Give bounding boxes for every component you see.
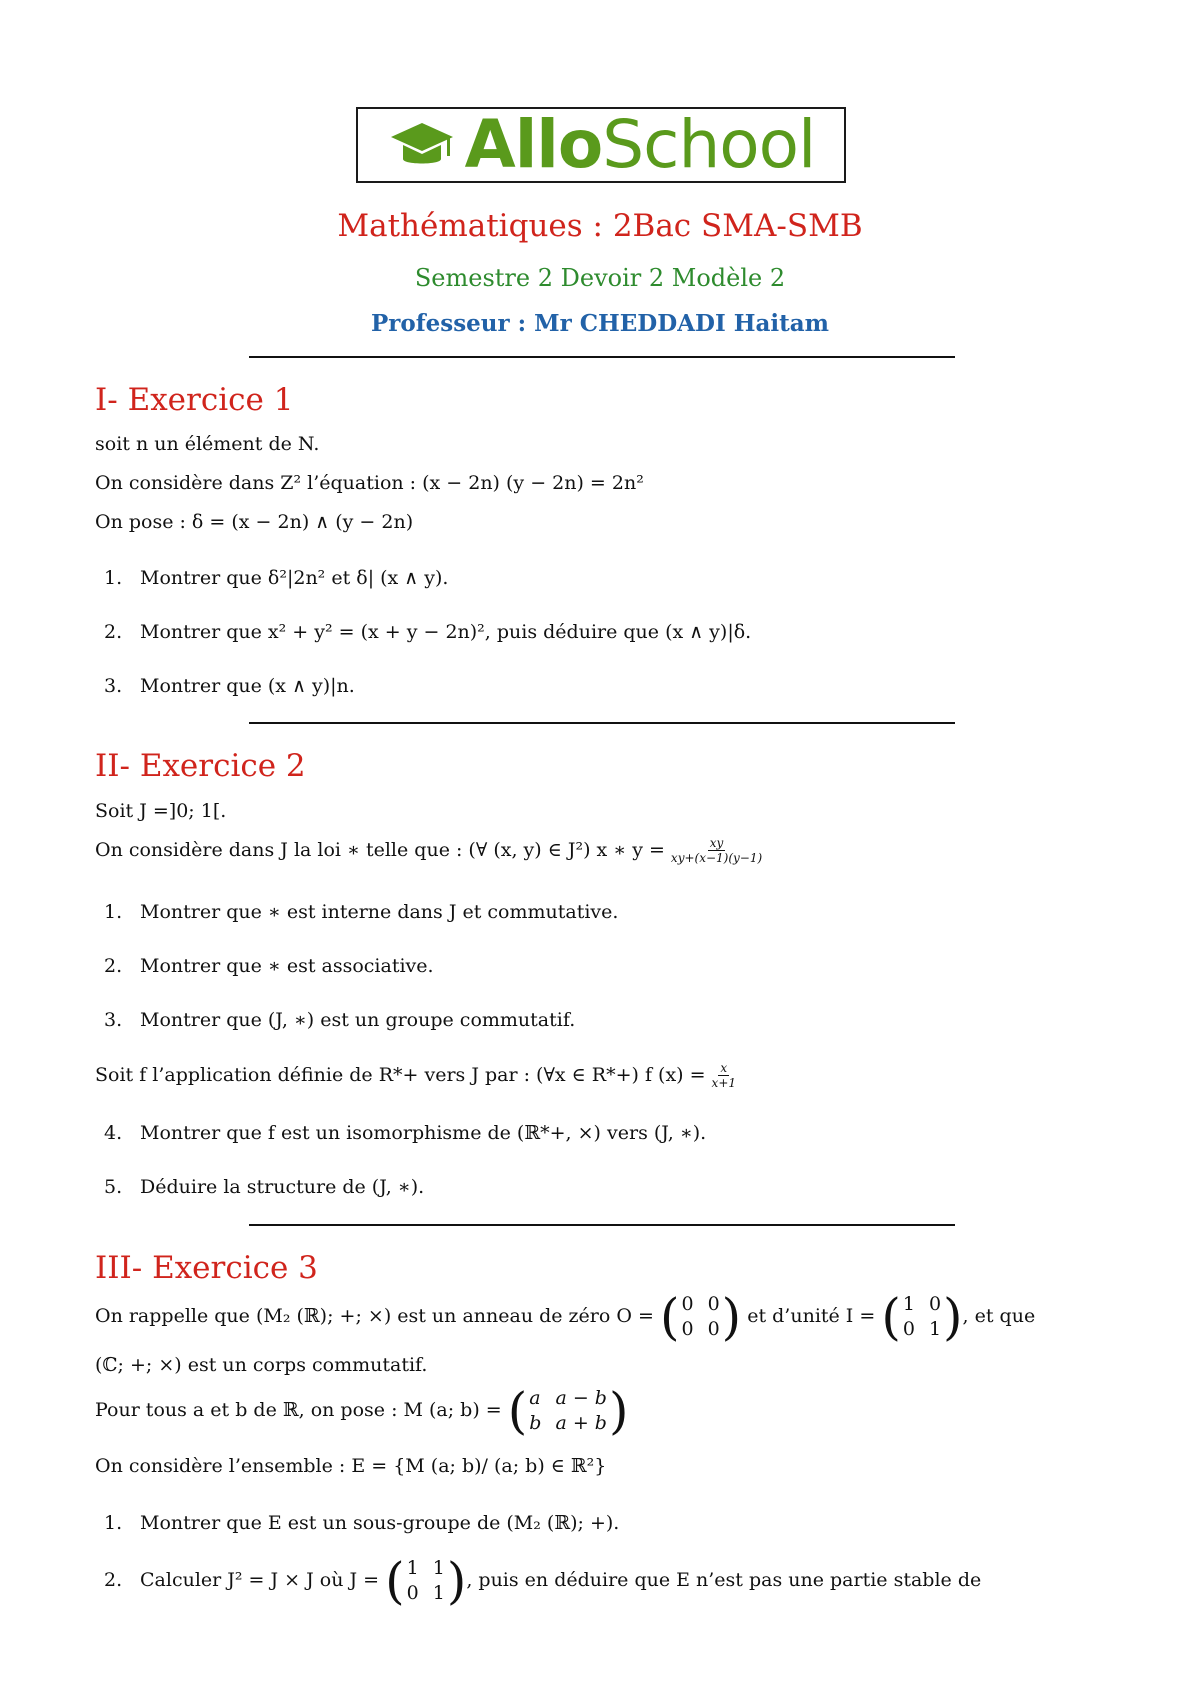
divider <box>249 722 955 724</box>
ex1-question-3: 3. Montrer que (x ∧ y)|n. <box>104 675 355 697</box>
ex3-intro-4: On considère l’ensemble : E = {M (a; b)/ (a; b) ∈ ℝ²} <box>95 1455 607 1477</box>
ex3-question-2: 2. Calculer J² = J × J où J = ( 1 1 0 1 ) , puis en déduire que E n’est pas une partie stable de <box>104 1552 982 1610</box>
ex3-question-1: 1. Montrer que E est un sous-groupe de (M₂ (ℝ); +). <box>104 1512 620 1534</box>
ex2-intro-2: On considère dans J la loi ∗ telle que : (∀ (x, y) ∈ J²) x ∗ y = $\frac{xy}{xy+(x-1)(y-1)}$ <box>95 836 763 866</box>
matrix-m: ( a a − b b a + b ) <box>507 1382 629 1440</box>
page-subtitle: Semestre 2 Devoir 2 Modèle 2 <box>414 264 786 292</box>
graduation-cap-icon <box>387 115 457 175</box>
ex2-intro-1: Soit J =]0; 1[. <box>95 800 227 822</box>
ex1-intro-3: On pose : δ = (x − 2n) ∧ (y − 2n) <box>95 511 414 533</box>
divider <box>249 1224 955 1226</box>
ex1-question-2: 2. Montrer que x² + y² = (x + y − 2n)², puis déduire que (x ∧ y)|δ. <box>104 621 752 643</box>
ex2-question-4: 4. Montrer que f est un isomorphisme de (ℝ*+, ×) vers (J, ∗). <box>104 1122 707 1144</box>
ex1-intro-1: soit n un élément de N. <box>95 433 320 455</box>
ex1-question-1: 1. Montrer que δ²|2n² et δ| (x ∧ y). <box>104 567 449 589</box>
section-title-ex3: III- Exercice 3 <box>95 1250 318 1286</box>
logo-wordmark: AlloSchool <box>464 106 816 183</box>
ex2-question-1: 1. Montrer que ∗ est interne dans J et commutative. <box>104 901 619 923</box>
ex3-intro-2: (ℂ; +; ×) est un corps commutatif. <box>95 1354 428 1376</box>
matrix-zero: ( 0 0 0 0 ) <box>659 1288 742 1346</box>
ex3-intro-1: On rappelle que (M₂ (ℝ); +; ×) est un anneau de zéro O = ( 0 0 0 0 ) et d’unité I = ( 1 0 0 1 ) , et que <box>95 1288 1036 1346</box>
alloschool-logo <box>356 107 846 183</box>
fraction: $\frac{x}{x+1}$ <box>711 1061 737 1091</box>
ex2-question-5: 5. Déduire la structure de (J, ∗). <box>104 1176 425 1198</box>
matrix-identity: ( 1 0 0 1 ) <box>881 1288 963 1346</box>
fraction: $\frac{xy}{xy+(x-1)(y-1)}$ <box>670 836 763 866</box>
section-title-ex2: II- Exercice 2 <box>95 748 306 784</box>
professor-line: Professeur : Mr CHEDDADI Haitam <box>371 310 829 337</box>
section-title-ex1: I- Exercice 1 <box>95 382 294 418</box>
page-title: Mathématiques : 2Bac SMA-SMB <box>337 208 863 244</box>
ex2-question-3: 3. Montrer que (J, ∗) est un groupe commutatif. <box>104 1009 576 1031</box>
ex1-intro-2: On considère dans Z² l’équation : (x − 2n) (y − 2n) = 2n² <box>95 472 644 494</box>
ex2-intro-3: Soit f l’application définie de R*+ vers J par : (∀x ∈ R*+) f (x) = $\frac{x}{x+1}$ <box>95 1061 737 1091</box>
matrix-j: ( 1 1 0 1 ) <box>385 1552 467 1610</box>
ex3-intro-3: Pour tous a et b de ℝ, on pose : M (a; b) = ( a a − b b a + b ) <box>95 1382 629 1440</box>
ex2-question-2: 2. Montrer que ∗ est associative. <box>104 955 434 977</box>
divider <box>249 356 955 358</box>
